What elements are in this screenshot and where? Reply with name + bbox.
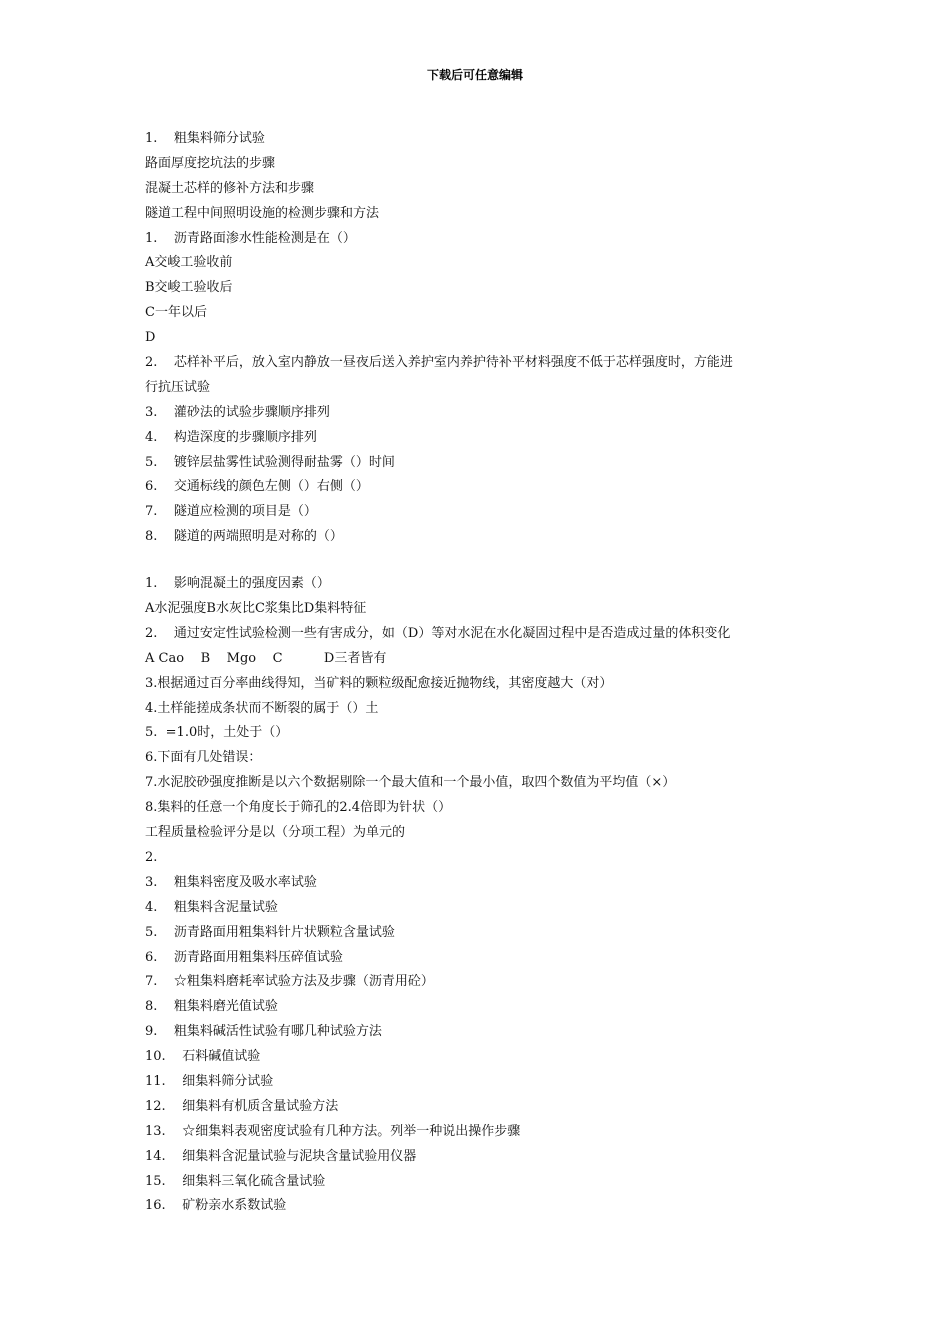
text-line: 6. 沥青路面用粗集料压碎值试验 bbox=[145, 949, 343, 965]
text-line: 3. 粗集料密度及吸水率试验 bbox=[145, 874, 317, 890]
page-header: 下载后可任意编辑 bbox=[426, 68, 523, 82]
text-line: 6. 交通标线的颜色左侧（）右侧（） bbox=[145, 479, 369, 495]
text-line: 7. ☆粗集料磨耗率试验方法及步骤（沥青用砼） bbox=[145, 974, 434, 990]
text-line: 1. 粗集料筛分试验 bbox=[145, 131, 265, 146]
text-line: C一年以后 bbox=[145, 305, 207, 321]
text-line: 5. 镀锌层盐雾性试验测得耐盐雾（）时间 bbox=[145, 454, 395, 470]
section-1 bbox=[145, 127, 825, 550]
text-line: 2. 通过安定性试验检测一些有害成分，如（D）等对水泥在水化凝固过程中是否造成过量的体积变化 bbox=[145, 625, 731, 641]
text-line: 6.下面有几处错误： bbox=[145, 750, 262, 766]
text-line: 12. 细集料有机质含量试验方法 bbox=[145, 1098, 339, 1114]
section-gap bbox=[145, 550, 825, 572]
text-line: 7. 隧道应检测的项目是（） bbox=[145, 504, 317, 520]
text-line: 14. 细集料含泥量试验与泥块含量试验用仪器 bbox=[145, 1148, 417, 1164]
text-line: 9. 粗集料碱活性试验有哪几种试验方法 bbox=[145, 1024, 382, 1040]
text-line: 1. 影响混凝土的强度因素（） bbox=[145, 576, 330, 592]
text-line: 5. 沥青路面用粗集料针片状颗粒含量试验 bbox=[145, 924, 395, 940]
text-line: 混凝土芯样的修补方法和步骤 bbox=[145, 180, 315, 196]
text-line: 13. ☆细集料表观密度试验有几种方法。列举一种说出操作步骤 bbox=[145, 1123, 521, 1139]
text-line: D bbox=[145, 330, 156, 346]
text-line: 2. bbox=[145, 849, 158, 865]
text-line: 行抗压试验 bbox=[145, 379, 211, 395]
text-line: 8. 隧道的两端照明是对称的（） bbox=[145, 529, 343, 545]
text-line: 隧道工程中间照明设施的检测步骤和方法 bbox=[145, 205, 380, 221]
text-line: 11. 细集料筛分试验 bbox=[145, 1073, 274, 1089]
text-line: 10. 石料碱值试验 bbox=[145, 1049, 261, 1065]
text-line: B交峻工验收后 bbox=[145, 280, 233, 296]
text-line: A水泥强度B水灰比C浆集比D集料特征 bbox=[145, 601, 367, 617]
text-line: 4. 构造深度的步骤顺序排列 bbox=[145, 429, 317, 445]
text-line: 路面厚度挖坑法的步骤 bbox=[145, 155, 276, 171]
document-body bbox=[145, 127, 825, 1219]
text-line: 3.根据通过百分率曲线得知，当矿料的颗粒级配愈接近抛物线，其密度越大（对） bbox=[145, 675, 613, 691]
text-line: 7.水泥胶砂强度推断是以六个数据剔除一个最大值和一个最小值，取四个数值为平均值（×） bbox=[145, 775, 676, 791]
text-line: 4.土样能搓成条状而不断裂的属于（）土 bbox=[145, 700, 379, 716]
text-line: 16. 矿粉亲水系数试验 bbox=[145, 1198, 287, 1214]
text-line: 5. =1.0时，土处于（） bbox=[145, 725, 289, 741]
text-line: 1. 沥青路面渗水性能检测是在（） bbox=[145, 230, 356, 246]
text-line: 4. 粗集料含泥量试验 bbox=[145, 899, 278, 915]
text-line: 15. 细集料三氧化硫含量试验 bbox=[145, 1173, 326, 1189]
text-line: A Cao B Mgo C D三者皆有 bbox=[145, 650, 387, 666]
text-line: A交峻工验收前 bbox=[145, 255, 233, 271]
section-2 bbox=[145, 572, 825, 1219]
text-line: 3. 灌砂法的试验步骤顺序排列 bbox=[145, 404, 330, 420]
text-line: 8.集料的任意一个角度长于筛孔的2.4倍即为针状（） bbox=[145, 800, 452, 816]
text-line: 8. 粗集料磨光值试验 bbox=[145, 999, 278, 1015]
text-line: 2. 芯样补平后，放入室内静放一昼夜后送入养护室内养护待补平材料强度不低于芯样强度时，方能进 bbox=[145, 355, 733, 371]
text-line: 工程质量检验评分是以（分项工程）为单元的 bbox=[145, 825, 406, 841]
